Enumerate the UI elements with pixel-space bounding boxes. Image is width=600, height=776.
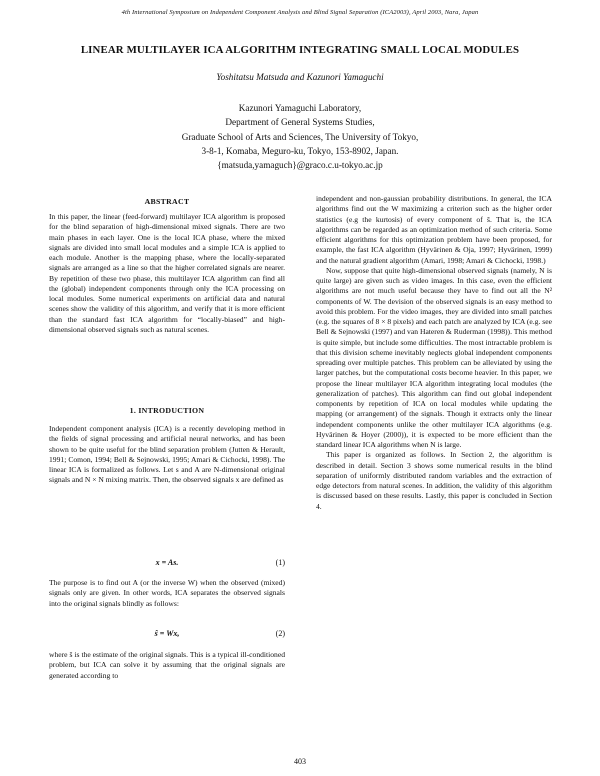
abstract-heading: ABSTRACT (144, 197, 190, 206)
right-paragraph-2: Now, suppose that quite high-dimensional observed signals (namely, N is quite large) are given such as video images. In this case, even the efficient algorithms are not much useful because they have to find out all the N² components of W. The devision of the observed signals is an easy method to avoid this problem. For the video images, they are divided into small patches (e.g. the squares of 8 × 8 pixels) and each patch are analyzed by ICA (e.g. see Bell & Sejnowski (1997) and van Hateren & Ruderman (1998)). This method is quite simple, but include some difficulties. The most intractable problem is that this division scheme inevitably neglects global independent components spreading over multiple patches. This problem can be alleviated by using the larger patches, but the computational costs become heavier. In this paper, we propose the linear multilayer ICA algorithm integrating local modules (the generalization of patches). This algorithm can find out global independent components by repetition of ICA on local modules while updating the mapping (or arrangement) of the signals. Though it extracts only the linear independent components unlike the other multilayer ICA algorithms (e.g. Hyvärinen & Hoyer (2000)), it is expected to be more efficient than the standard linear ICA algorithms when N is large. (316, 265, 552, 449)
abstract-text (49, 212, 285, 335)
affiliation-line: Kazunori Yamaguchi Laboratory, (238, 103, 362, 113)
right-paragraph-1: independent and non-gaussian probability distributions. In general, the ICA algorithms find out the W maximizing a criterion such as the higher order statistics (e.g the kurtosis) of every component of ŝ. That is, the ICA algorithms can be regarded as an optimization method of such criteria. Some efficient algorithms for this optimization problem have been proposed, for example, the fast ICA algorithm (Hyvärinen & Oja, 1997; Hyvärinen, 1999) and the natural gradient algorithm (Amari, 1998; Amari & Cichocki, 1998.) (316, 194, 552, 265)
affiliation-line: Department of General Systems Studies, (225, 117, 375, 128)
equation-2-body: ŝ = Wx, (154, 629, 180, 638)
equation-1-number: (1) (275, 558, 285, 567)
intro-paragraph-1-wrap (49, 424, 285, 486)
paper-title: LINEAR MULTILAYER ICA ALGORITHM INTEGRATING SMALL LOCAL MODULES (80, 44, 520, 56)
intro-heading: 1. INTRODUCTION (129, 406, 205, 415)
paper-authors: Yoshitatsu Matsuda and Kazunori Yamaguchi (216, 72, 384, 82)
conference-header: 4th International Symposium on Independent Component Analysis and Blind Signal Separation (ICA2003), April 2003, Nara, Japan (121, 9, 479, 16)
affiliation-email: {matsuda,yamaguch}@graco.c.u-tokyo.ac.jp (217, 160, 383, 171)
affiliation-block (30, 101, 570, 172)
right-column (316, 194, 552, 512)
affiliation-line: Graduate School of Arts and Sciences, The University of Tokyo, (181, 131, 419, 142)
abstract-paragraph: In this paper, the linear (feed-forward) multilayer ICA algorithm is proposed for the blind separation of high-dimensional mixed signals. There are two main phases in each layer. One is the local ICA phase, where the mixed signals are divided into small local modules and a simple ICA is applied to each module. Another is the mapping phase, where the locally-separated signals are arranged as a line so that the higher correlated signals are nearer. By repetition of these two phase, this multilayer ICA algorithm can find all the (global) independent components through only the ICA processing on local modules. Some numerical experiments on artificial data and natural scenes show the validity of this algorithm, and verify that it is more efficient than the standard fast ICA algorithm for “locally-biased” and high-dimensional observed signals such as natural scenes. (49, 212, 285, 334)
right-paragraph-3: This paper is organized as follows. In Section 2, the algorithm is described in detail. Section 3 shows some numerical results in the blind separation of uniformly distributed random variables and the extraction of edge detectors from natural scenes. In addition, the validity of this algorithm is discussed based on these results. Lastly, this paper is concluded in Section 4. (316, 450, 552, 511)
equation-2-number: (2) (275, 629, 285, 638)
equation-1-body: x = As. (155, 558, 179, 567)
intro-paragraph-2-wrap (49, 578, 285, 609)
intro-paragraph-2: The purpose is to find out A (or the inverse W) when the observed (mixed) signals only are given. In other words, ICA separates the observed signals into the original signals blindly as follows: (49, 578, 285, 608)
intro-paragraph-1: Independent component analysis (ICA) is a recently developing method in the fields of signal processing and artificial neural networks, and has been shown to be quite useful for the blind separation problem (Jutten & Herault, 1991; Comon, 1994; Bell & Sejnowski, 1995; Amari & Cichocki, 1998). The linear ICA is formalized as follows. Let s and A are N-dimensional original signals and N × N mixing matrix. Then, the observed signals x are defined as (49, 424, 285, 485)
page-number: 403 (294, 757, 306, 766)
intro-paragraph-3-wrap (49, 650, 285, 681)
affiliation-line: 3-8-1, Komaba, Meguro-ku, Tokyo, 153-8902, Japan. (201, 145, 399, 156)
intro-paragraph-3: where ŝ is the estimate of the original signals. This is a typical ill-conditioned problem, but ICA can solve it by assuming that the original signals are generated according to (49, 650, 285, 680)
